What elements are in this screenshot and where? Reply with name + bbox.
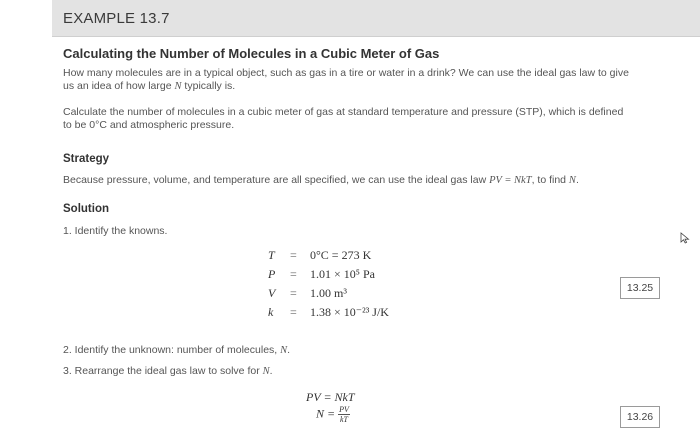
known-value: 1.01 × 10⁵ Pa	[310, 267, 375, 281]
task-line-1: Calculate the number of molecules in a cubic meter of gas at standard temperature and pressure (STP), which is defined	[63, 106, 624, 118]
known-equals: =	[290, 305, 297, 319]
known-value: 1.00 m³	[310, 286, 347, 300]
example-title: EXAMPLE 13.7	[63, 10, 170, 27]
step-2-end: .	[287, 344, 291, 356]
task-paragraph	[63, 106, 623, 132]
fraction-numerator: PV	[339, 405, 349, 414]
intro-variable: N	[174, 81, 182, 92]
mouse-cursor-icon	[680, 232, 692, 244]
intro-paragraph	[63, 67, 629, 93]
known-equals: =	[290, 248, 297, 262]
known-value: 1.38 × 10⁻²³ J/K	[310, 305, 389, 319]
known-symbol: V	[268, 286, 276, 300]
equation-number-13-25: 13.25	[620, 277, 660, 299]
equation-fraction	[338, 405, 350, 424]
equation-number-13-26: 13.26	[620, 406, 660, 428]
known-value: 0°C = 273 K	[310, 248, 372, 262]
example-heading: Calculating the Number of Molecules in a Cubic Meter of Gas	[63, 46, 440, 61]
equation-line-2	[316, 405, 350, 424]
ideal-gas-law: PV = NkT	[489, 175, 532, 186]
step-1: 1. Identify the knowns.	[63, 225, 168, 237]
strategy-text-mid: , to find	[531, 174, 569, 186]
step-3-prefix: 3. Rearrange the ideal gas law to solve for	[63, 365, 263, 377]
intro-line-1: How many molecules are in a typical object, such as gas in a tire or water in a drink? We can use the ideal gas law to give	[63, 67, 629, 79]
step-3	[63, 365, 273, 377]
strategy-text-prefix: Because pressure, volume, and temperature are all specified, we can use the ideal gas law	[63, 174, 490, 186]
known-symbol: k	[268, 305, 274, 319]
strategy-text-end: .	[575, 174, 579, 186]
task-line-2-prefix: to be 0	[63, 119, 96, 131]
step-2-variable: N	[280, 345, 288, 356]
step-2-prefix: 2. Identify the unknown: number of molecules,	[63, 344, 281, 356]
known-symbol: P	[268, 267, 276, 281]
task-line-2-suffix: C and atmospheric pressure.	[99, 119, 235, 131]
known-equals: =	[290, 267, 297, 281]
known-symbol: T	[268, 248, 275, 262]
header-divider	[52, 36, 700, 37]
step-3-variable: N	[262, 366, 270, 377]
solution-label: Solution	[63, 203, 109, 215]
step-2	[63, 344, 290, 356]
known-equals: =	[290, 286, 297, 300]
step-3-end: .	[269, 365, 273, 377]
strategy-variable: N	[568, 175, 576, 186]
degree-symbol: °	[95, 119, 100, 131]
fraction-denominator: kT	[340, 415, 348, 424]
intro-line-2-suffix: typically is.	[181, 80, 236, 92]
equation-line-1: PV = NkT	[306, 390, 355, 404]
intro-line-2-prefix: us an idea of how large	[63, 80, 175, 92]
equation-line-2-lhs: N =	[316, 406, 336, 421]
strategy-label: Strategy	[63, 153, 110, 165]
strategy-paragraph	[63, 174, 579, 187]
